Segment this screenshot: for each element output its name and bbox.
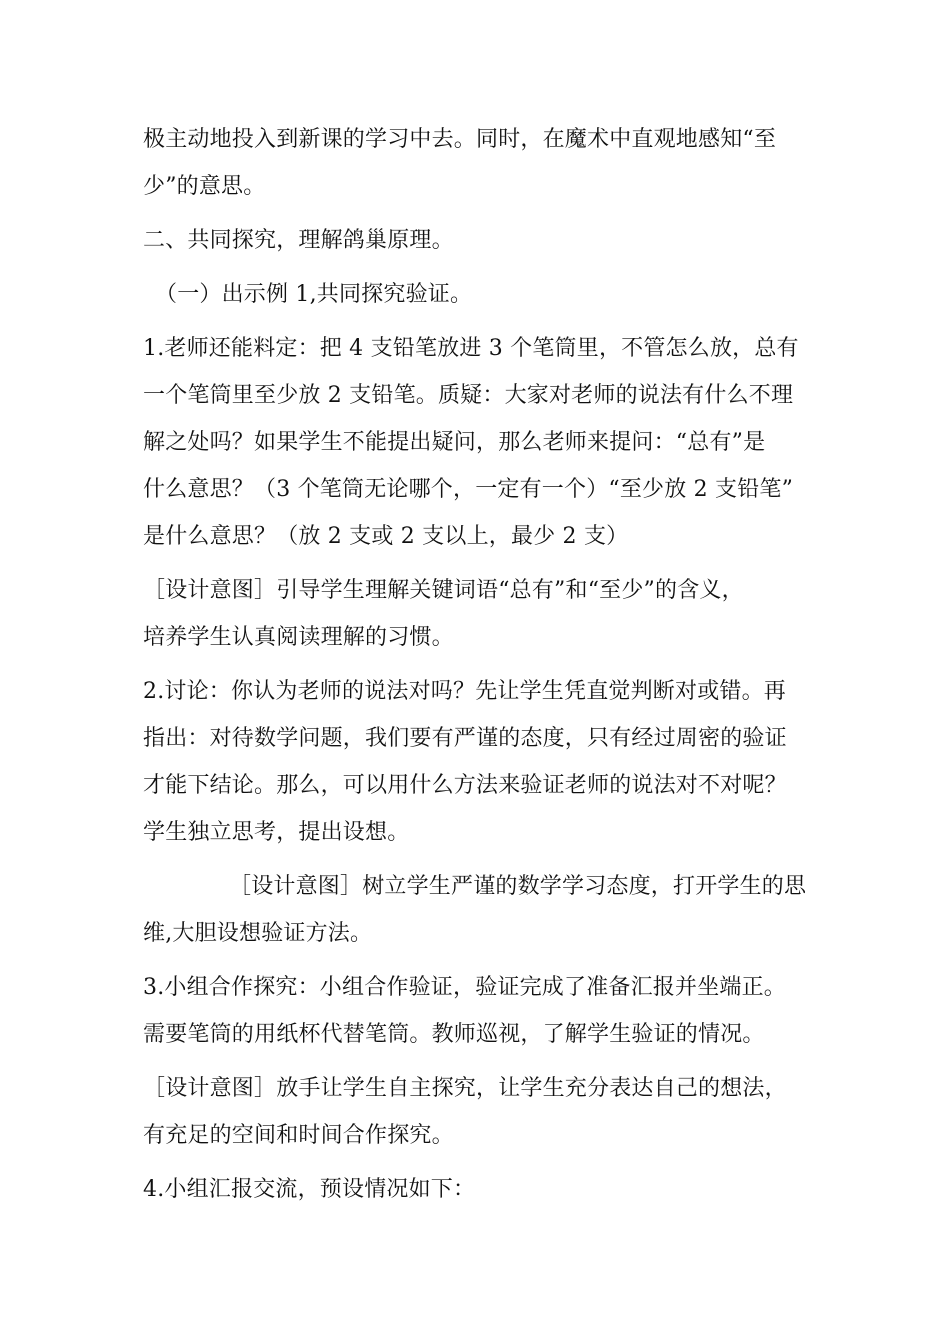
paragraph-line: 3.小组合作探究：小组合作验证，验证完成了准备汇报并坐端正。 [143,975,786,1000]
design-intent-line: ［设计意图］放手让学生自主探究，让学生充分表达自己的想法， [143,1076,787,1101]
paragraph-line: 有充足的空间和时间合作探究。 [143,1123,454,1148]
paragraph-line: 极主动地投入到新课的学习中去。同时，在魔术中直观地感知“至 [143,127,777,152]
paragraph-line: 解之处吗？如果学生不能提出疑问，那么老师来提问：“总有”是 [143,430,766,455]
paragraph-line: 什么意思？（3 个笔筒无论哪个，一定有一个）“至少放 2 支铅笔” [143,477,794,502]
paragraph-line: 指出：对待数学问题，我们要有严谨的态度，只有经过周密的验证 [143,726,787,751]
paragraph-line: 学生独立思考，提出设想。 [143,820,410,845]
paragraph-line: 一个笔筒里至少放 2 支铅笔。质疑：大家对老师的说法有什么不理 [143,383,794,408]
paragraph-line: 培养学生认真阅读理解的习惯。 [143,625,454,650]
paragraph-line: 才能下结论。那么，可以用什么方法来验证老师的说法对不对呢？ [143,773,787,798]
paragraph-line: 是什么意思？（放 2 支或 2 支以上，最少 2 支） [143,524,629,549]
paragraph-line: 少”的意思。 [143,174,266,199]
paragraph-line: 2.讨论：你认为老师的说法对吗？先让学生凭直觉判断对或错。再 [143,679,786,704]
design-intent-line: ［设计意图］引导学生理解关键词语“总有”和“至少”的含义， [143,578,744,603]
design-intent-line: ［设计意图］树立学生严谨的数学学习态度，打开学生的思 [229,874,807,899]
section-heading: 二、共同探究，理解鸽巢原理。 [143,228,454,253]
paragraph-line: 4.小组汇报交流，预设情况如下： [143,1177,476,1202]
paragraph-line: 1.老师还能料定：把 4 支铅笔放进 3 个笔筒里，不管怎么放，总有 [143,336,799,361]
subsection-heading: （一）出示例 1,共同探究验证。 [155,282,473,307]
paragraph-line: 需要笔筒的用纸杯代替笔筒。教师巡视，了解学生验证的情况。 [143,1022,765,1047]
paragraph-line: 维,大胆设想验证方法。 [143,921,373,946]
